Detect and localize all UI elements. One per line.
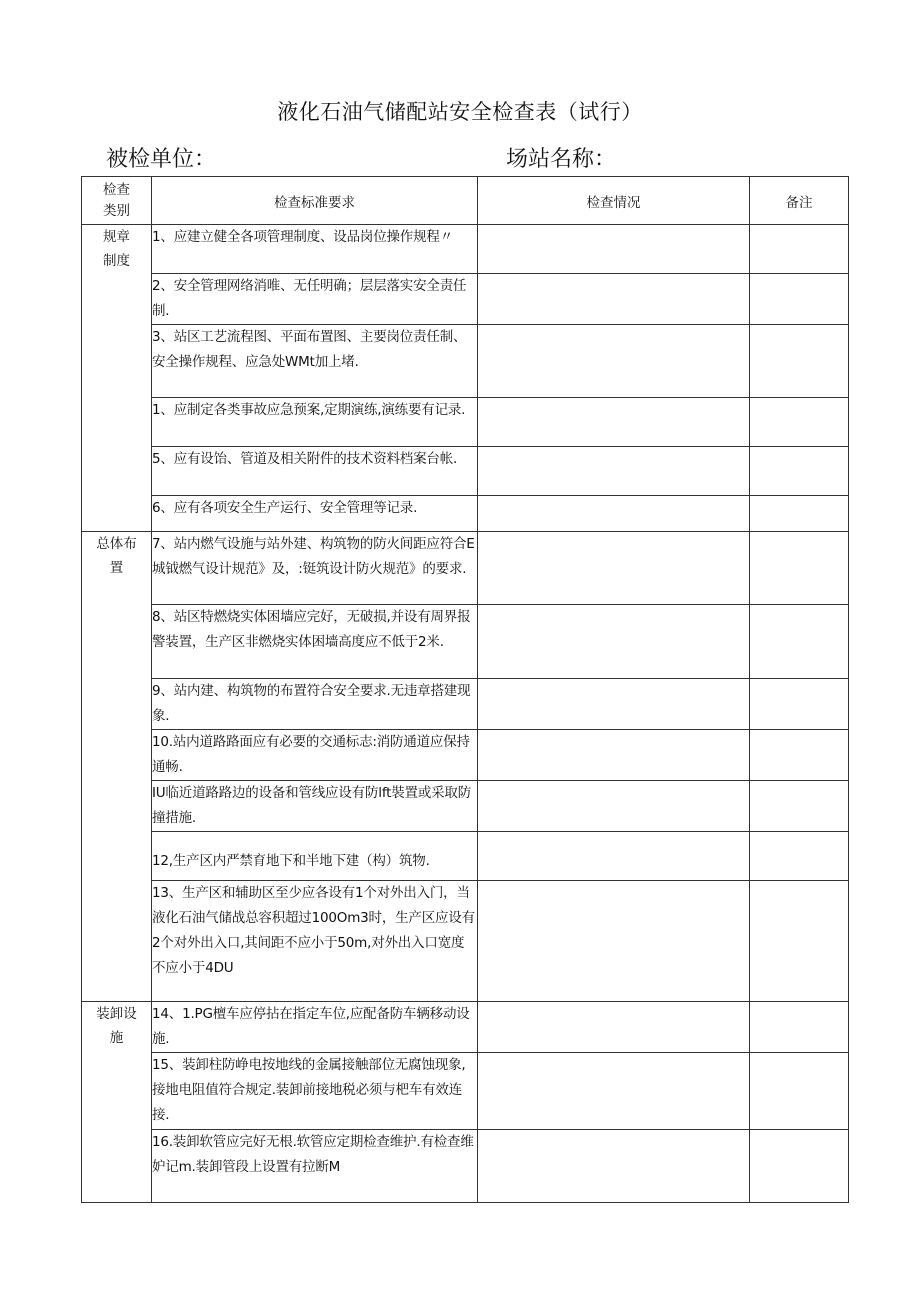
situation-cell[interactable] bbox=[478, 679, 750, 730]
requirement-cell: 1、应建立健全各项管理制度、设品岗位操作规程〃 bbox=[152, 225, 478, 274]
situation-cell[interactable] bbox=[478, 605, 750, 679]
situation-cell[interactable] bbox=[478, 447, 750, 496]
requirement-cell: IU临近道路路边的设备和管线应设有防lft裝置或采取防撞措施. bbox=[152, 781, 478, 832]
station-name-label: 场站名称： bbox=[506, 147, 617, 172]
remarks-cell[interactable] bbox=[750, 1130, 849, 1203]
table-row bbox=[82, 447, 849, 496]
remarks-cell[interactable] bbox=[750, 225, 849, 274]
requirement-cell: 16.装卸软管应完好无根.软管应定期检查维护.有检查维妒记m.装卸管段上设置有拉断M bbox=[152, 1130, 478, 1203]
situation-cell[interactable] bbox=[478, 1130, 750, 1203]
category-cell: 装卸设 施 bbox=[82, 1002, 152, 1203]
table-row bbox=[82, 225, 849, 274]
requirement-cell: 12,生产区内严禁育地下和半地下建（构）筑物. bbox=[152, 832, 478, 881]
requirement-cell: 1、应制定各类事故应急预案,定期演练,演练要有记录. bbox=[152, 398, 478, 447]
situation-cell[interactable] bbox=[478, 730, 750, 781]
table-row bbox=[82, 274, 849, 325]
situation-cell[interactable] bbox=[478, 398, 750, 447]
remarks-cell[interactable] bbox=[750, 496, 849, 532]
remarks-cell[interactable] bbox=[750, 274, 849, 325]
header-category: 检查 类别 bbox=[82, 177, 152, 225]
table-row bbox=[82, 398, 849, 447]
header-situation: 检查情况 bbox=[478, 177, 750, 225]
remarks-cell[interactable] bbox=[750, 1053, 849, 1130]
situation-cell[interactable] bbox=[478, 325, 750, 398]
remarks-cell[interactable] bbox=[750, 447, 849, 496]
inspection-table bbox=[81, 176, 849, 1203]
table-row bbox=[82, 1002, 849, 1053]
requirement-cell: 5、应有设饴、管道及相关附件的技术资料档案台帐. bbox=[152, 447, 478, 496]
header-row bbox=[82, 177, 849, 225]
situation-cell[interactable] bbox=[478, 225, 750, 274]
inspected-unit-label: 被检单位： bbox=[106, 147, 217, 172]
table-row bbox=[82, 1053, 849, 1130]
table-row bbox=[82, 832, 849, 881]
remarks-cell[interactable] bbox=[750, 881, 849, 1002]
table-row bbox=[82, 679, 849, 730]
situation-cell[interactable] bbox=[478, 1002, 750, 1053]
table-row bbox=[82, 881, 849, 1002]
requirement-cell: 9、站内建、构筑物的布置符合安全要求.无违章搭建现象. bbox=[152, 679, 478, 730]
remarks-cell[interactable] bbox=[750, 832, 849, 881]
situation-cell[interactable] bbox=[478, 1053, 750, 1130]
table-row bbox=[82, 781, 849, 832]
document-title: 液化石油气储配站安全检查表（试行） bbox=[277, 100, 643, 124]
requirement-cell: 8、站区特燃烧实体困墙应完好，无破损,并设有周界报警装置，生产区非燃烧实体困墙高度应不低于2米. bbox=[152, 605, 478, 679]
table-row bbox=[82, 496, 849, 532]
requirement-cell: 14、1.PG檀车应停拈在指定车位,应配备防车辆移动设施. bbox=[152, 1002, 478, 1053]
requirement-cell: 10.站内道路路面应有必要的交通标志:消防通道应保持通畅. bbox=[152, 730, 478, 781]
situation-cell[interactable] bbox=[478, 832, 750, 881]
requirement-cell: 15、装卸柱防峥电按地线的金属接触部位无腐蚀现象,接地电阻值符合规定.装卸前接地税必须与杷车有效连接. bbox=[152, 1053, 478, 1130]
situation-cell[interactable] bbox=[478, 532, 750, 605]
situation-cell[interactable] bbox=[478, 496, 750, 532]
requirement-cell: 6、应有各项安全生产运行、安全管理等记录. bbox=[152, 496, 478, 532]
category-cell: 规章 制度 bbox=[82, 225, 152, 532]
requirement-cell: 7、站内燃气设施与站外建、构筑物的防火间距应符合E城钺燃气设计规范》及，:铤筑设计防火规范》的要求. bbox=[152, 532, 478, 605]
remarks-cell[interactable] bbox=[750, 605, 849, 679]
remarks-cell[interactable] bbox=[750, 398, 849, 447]
category-cell: 总体布 置 bbox=[82, 532, 152, 1002]
requirement-cell: 3、站区工艺流程图、平面布置图、主要岗位责任制、安全操作规程、应急处WMt加上堵. bbox=[152, 325, 478, 398]
remarks-cell[interactable] bbox=[750, 1002, 849, 1053]
situation-cell[interactable] bbox=[478, 781, 750, 832]
remarks-cell[interactable] bbox=[750, 532, 849, 605]
situation-cell[interactable] bbox=[478, 881, 750, 1002]
header-standard: 检查标准要求 bbox=[152, 177, 478, 225]
remarks-cell[interactable] bbox=[750, 679, 849, 730]
header-remarks: 备注 bbox=[750, 177, 849, 225]
situation-cell[interactable] bbox=[478, 274, 750, 325]
requirement-cell: 2、安全管理网络消唯、无任明确；层层落实安全责任制. bbox=[152, 274, 478, 325]
table-row bbox=[82, 532, 849, 605]
table-row bbox=[82, 605, 849, 679]
table-row bbox=[82, 1130, 849, 1203]
table-row bbox=[82, 730, 849, 781]
remarks-cell[interactable] bbox=[750, 325, 849, 398]
table-row bbox=[82, 325, 849, 398]
requirement-cell: 13、生产区和辅助区至少应各设有1个对外出入门，当液化石油气储战总容积超过100Om3时，生产区应设有2个对外出入口,其间距不应小于50m,对外出入口宽度不应小于4DU bbox=[152, 881, 478, 1002]
remarks-cell[interactable] bbox=[750, 730, 849, 781]
remarks-cell[interactable] bbox=[750, 781, 849, 832]
